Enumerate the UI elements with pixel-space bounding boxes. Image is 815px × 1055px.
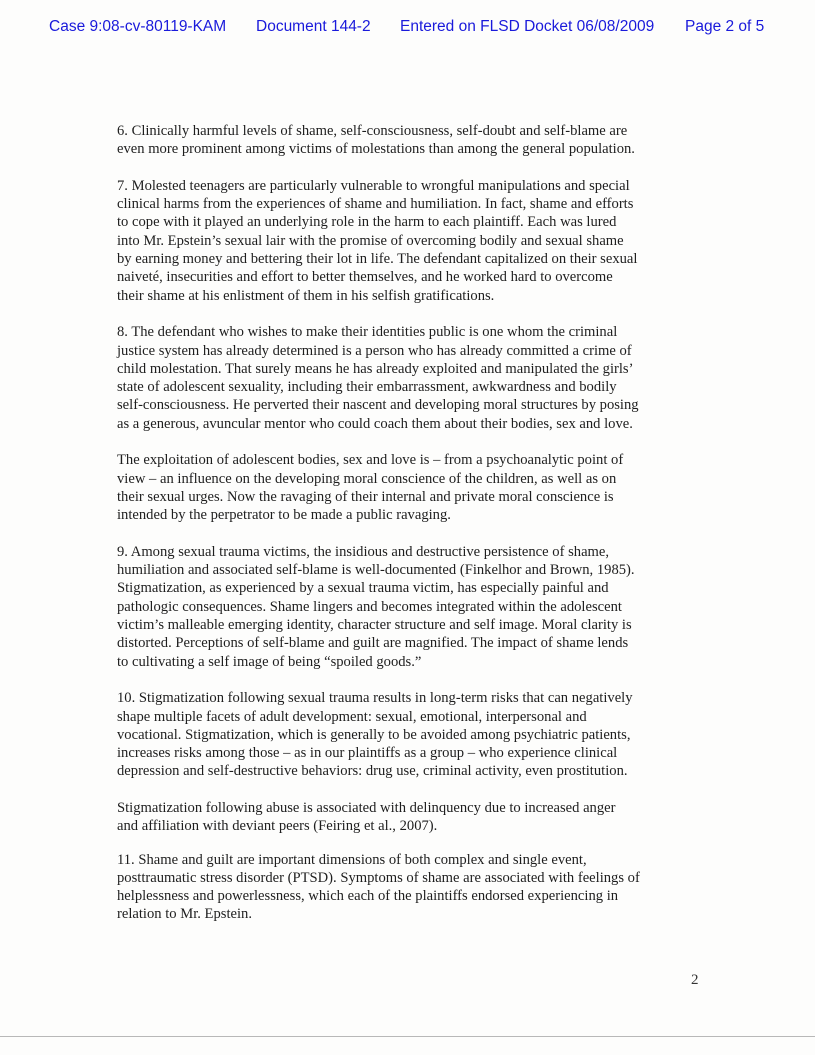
paragraph-11: 11. Shame and guilt are important dimensions of both complex and single event, posttraumatic stress disorder (PTSD). Symptoms of shame are associated with feelings of helplessness and powerlessness, which each of the plaintiffs endorsed experiencing in relation to Mr. Epstein.	[117, 851, 640, 923]
paragraph-9: 9. Among sexual trauma victims, the insidious and destructive persistence of shame, humiliation and associated self-blame is well-documented (Finkelhor and Brown, 1985). Stigmatization, as experienced by a sexual trauma victim, has especially painful and pathologic consequences. Shame lingers and becomes integrated within the adolescent victim’s malleable emerging identity, character structure and self image. Moral clarity is distorted. Perceptions of self-blame and guilt are magnified. The impact of shame lends to cultivating a self image of being “spoiled goods.”	[117, 543, 635, 670]
paragraph-8-continued: The exploitation of adolescent bodies, sex and love is – from a psychoanalytic point of view – an influence on the developing moral conscience of the children, as well as on their sexual urges. Now the ravaging of their internal and private moral conscience is intended by the perpetrator to be made a public ravaging.	[117, 452, 624, 524]
docket-entry-date: Entered on FLSD Docket 06/08/2009	[400, 18, 655, 35]
paragraph-10-continued: Stigmatization following abuse is associated with delinquency due to increased anger and affiliation with deviant peers (Feiring et al., 2007).	[117, 799, 616, 835]
bottom-divider	[0, 1036, 815, 1037]
page-count: Page 2 of 5	[685, 18, 765, 35]
filing-header	[0, 18, 815, 40]
paragraph-7: 7. Molested teenagers are particularly vulnerable to wrongful manipulations and special clinical harms from the experiences of shame and humiliation. In fact, shame and efforts to cope with it played an underlying role in the harm to each plaintiff. Each was lured into Mr. Epstein’s sexual lair with the promise of overcoming bodily and sexual shame by earning money and bettering their lot in life. The defendant capitalized on their sexual naiveté, insecurities and effort to better themselves, and he worked hard to overcome their shame at his enlistment of them in his selfish gratifications.	[117, 177, 638, 304]
page-number: 2	[691, 972, 699, 988]
case-number: Case 9:08-cv-80119-KAM	[49, 18, 227, 35]
paragraph-8: 8. The defendant who wishes to make their identities public is one whom the criminal justice system has already determined is a person who has already committed a crime of child molestation. That surely means he has already exploited and manipulated the girls’ state of adolescent sexuality, including their embarrassment, awkwardness and bodily self-consciousness. He perverted their nascent and developing moral structures by posing as a generous, avuncular mentor who could coach them about their bodies, sex and love.	[117, 324, 639, 432]
document-number: Document 144-2	[256, 18, 371, 35]
paragraph-6: 6. Clinically harmful levels of shame, self-consciousness, self-doubt and self-blame are even more prominent among victims of molestations than among the general population.	[117, 123, 635, 158]
paragraph-10: 10. Stigmatization following sexual trauma results in long-term risks that can negatively shape multiple facets of adult development: sexual, emotional, interpersonal and vocational. Stigmatization, which is generally to be avoided among psychiatric patients, increases risks among those – as in our plaintiffs as a group – who experience clinical depression and self-destructive behaviors: drug use, criminal activity, even prostitution.	[117, 690, 633, 780]
body-text	[117, 122, 717, 924]
